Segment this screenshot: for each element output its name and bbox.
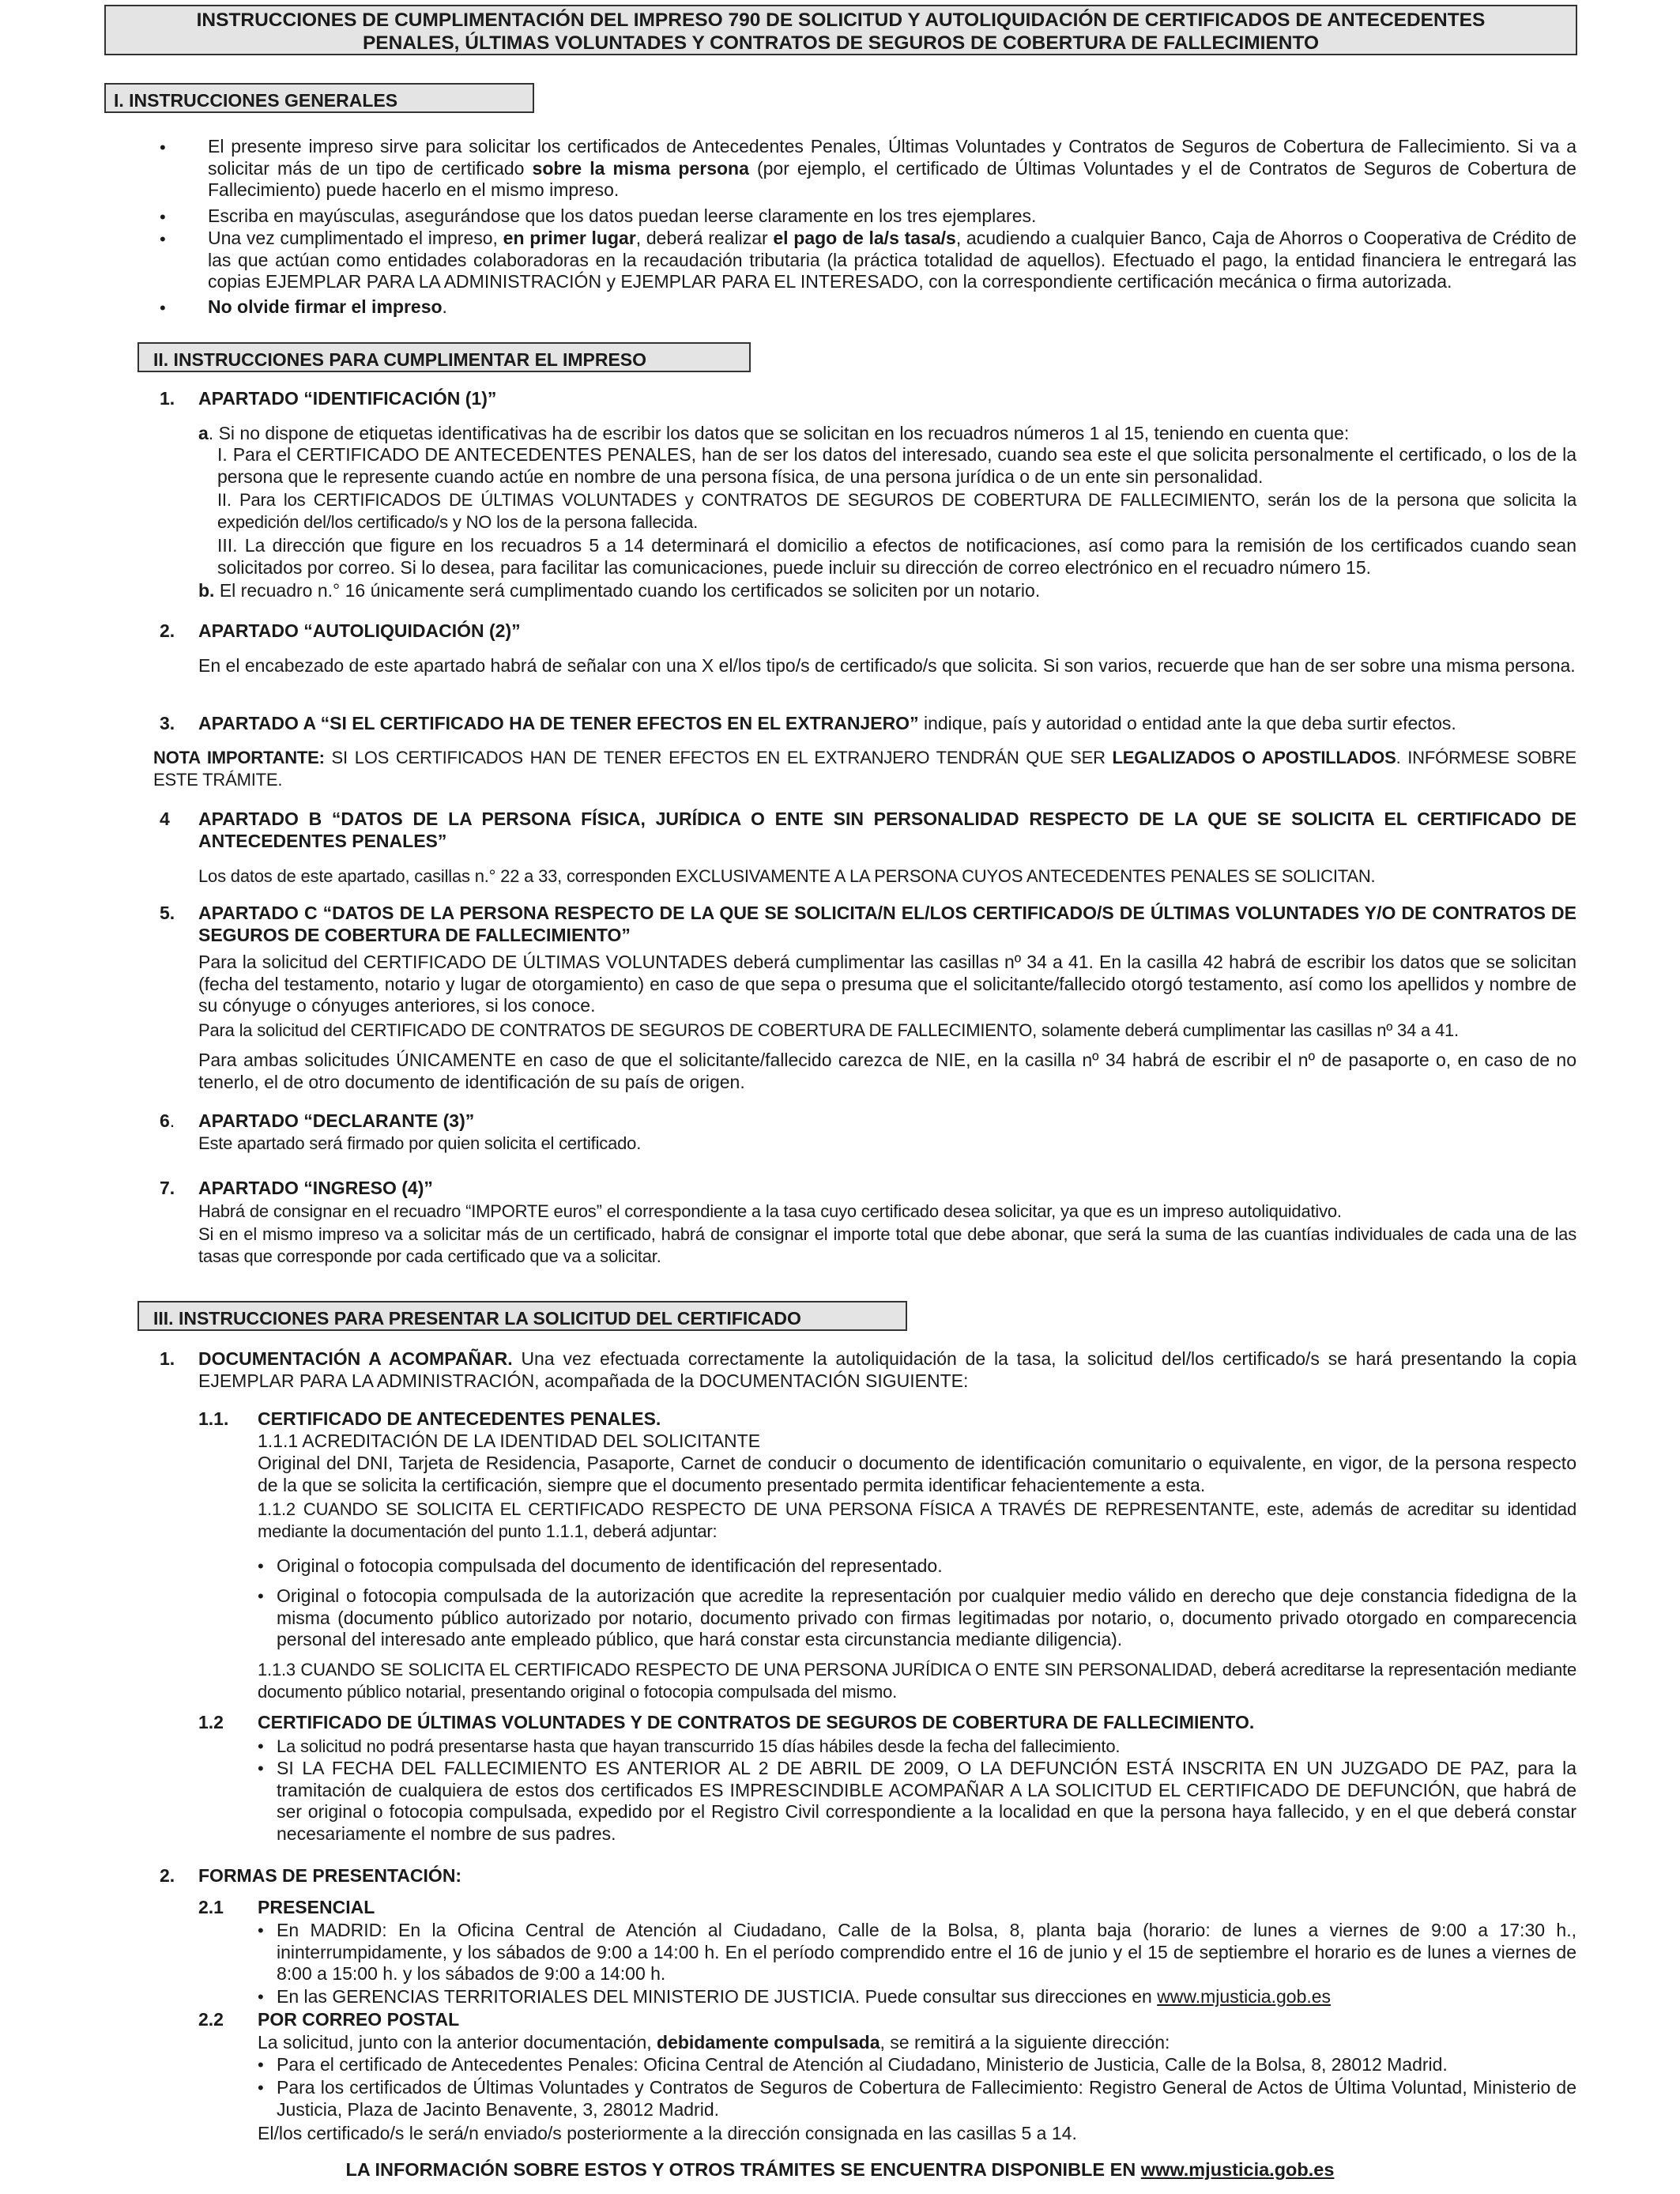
s113-text: 1.1.3 CUANDO SE SOLICITA EL CERTIFICADO RESPECTO DE UNA PERSONA JURÍDICA O ENTE SIN PERSONALIDAD, deberá acreditarse la representación mediante documento público notarial, presentando original o fotocopia compulsada del mismo. xyxy=(258,1660,1576,1702)
bullet-icon: • xyxy=(258,2078,264,2098)
item-1a-ii: II. Para los CERTIFICADOS DE ÚLTIMAS VOLUNTADES y CONTRATOS DE SEGUROS DE COBERTURA DE FALLECIMIENTO, serán los de la persona que solicita la expedición del/los certificado/s y NO los de la persona fallecida. xyxy=(217,490,1576,532)
item-3-number: 3. xyxy=(160,713,175,733)
bullet-icon: • xyxy=(160,138,166,157)
bullet-icon: • xyxy=(258,1987,264,2007)
p22-number: 2.2 xyxy=(198,2009,224,2030)
s112-bullet-2: Original o fotocopia compulsada de la autorización que acredite la representación por cualquier medio válido en derecho que deje constancia fidedigna de la misma (documento público autorizado por notario, documento privado con firmas legitimadas por notario, o, documento privado otorgado en comparecencia personal del interesado ante empleado público, que hará constar esta circunstancia mediante diligencia). xyxy=(277,1585,1576,1649)
bullet-icon: • xyxy=(258,1736,264,1756)
general-instruction-1: El presente impreso sirve para solicitar los certificados de Antecedentes Penales, Últimas Voluntades y Contratos de Seguros de Cobertura de Fallecimiento. Si va a solicitar más de un tipo de certificado sobre la misma persona (por ejemplo, el certificado de Últimas Voluntades y el de Contratos de Seguros de Cobertura de Fallecimiento) puede hacerlo en el mismo impreso. xyxy=(208,136,1576,200)
footer-link[interactable]: www.mjusticia.gob.es xyxy=(1140,2159,1335,2180)
section-2-heading xyxy=(137,342,751,372)
section-3-title: III. INSTRUCCIONES PARA PRESENTAR LA SOLICITUD DEL CERTIFICADO xyxy=(153,1308,801,1329)
p21-title: PRESENCIAL xyxy=(258,1897,375,1917)
s12-number: 1.2 xyxy=(198,1712,224,1732)
section-1-heading xyxy=(104,83,534,113)
item-7-p2: Si en el mismo impreso va a solicitar más de un certificado, habrá de consignar el importe total que debe abonar, que será la suma de las cuantías individuales de cada una de las tasas que corresponde por cada certificado que va a solicitar. xyxy=(198,1224,1576,1266)
item-5-p2: Para la solicitud del CERTIFICADO DE CONTRATOS DE SEGUROS DE COBERTURA DE FALLECIMIENTO, solamente deberá cumplimentar las casillas nº 34 a 41. xyxy=(198,1020,1459,1040)
item-1-number: 1. xyxy=(160,388,175,409)
item-5-number: 5. xyxy=(160,903,175,923)
item-7-title: APARTADO “INGRESO (4)” xyxy=(198,1178,433,1198)
s12-bullet-2: SI LA FECHA DEL FALLECIMIENTO ES ANTERIOR AL 2 DE ABRIL DE 2009, O LA DEFUNCIÓN ESTÁ INSCRITA EN UN JUZGADO DE PAZ, para la tramitación de cualquiera de estos dos certificados ES IMPRESCINDIBLE ACOMPAÑAR A LA SOLICITUD EL CERTIFICADO DE DEFUNCIÓN, que habrá de ser original o fotocopia compulsada, expedido por el Registro Civil correspondiente a la localidad en que la persona haya fallecido, y en el que deberá constar necesariamente el nombre de sus padres. xyxy=(277,1758,1576,1844)
s12-bullet-1: La solicitud no podrá presentarse hasta que hayan transcurrido 15 días hábiles desde la fecha del fallecimiento. xyxy=(277,1736,1121,1756)
item-1b: b. El recuadro n.° 16 únicamente será cumplimentado cuando los certificados se soliciten por un notario. xyxy=(198,580,1041,601)
bullet-icon: • xyxy=(258,2055,264,2075)
section-3-heading xyxy=(137,1301,907,1331)
s11-title: CERTIFICADO DE ANTECEDENTES PENALES. xyxy=(258,1408,661,1429)
item-5-p3: Para ambas solicitudes ÚNICAMENTE en caso de que el solicitante/fallecido carezca de NIE, en la casilla nº 34 habrá de escribir el nº de pasaporte o, en caso de no tenerlo, el de otro documento de identificación de su país de origen. xyxy=(198,1050,1576,1092)
s111-text: Original del DNI, Tarjeta de Residencia, Pasaporte, Carnet de conducir o documento de identificación comunitario o equivalente, en vigor, de la persona respecto de la que se solicita la certificación, siempre que el documento presentado permita identificar fehacientemente a esta. xyxy=(258,1453,1576,1495)
s12-title: CERTIFICADO DE ÚLTIMAS VOLUNTADES Y DE CONTRATOS DE SEGUROS DE COBERTURA DE FALLECIMIENTO. xyxy=(258,1712,1255,1732)
item-6-number: 6. xyxy=(160,1110,175,1131)
p22-intro: La solicitud, junto con la anterior documentación, debidamente compulsada, se remitirá a la siguiente dirección: xyxy=(258,2032,1170,2053)
bullet-icon: • xyxy=(160,229,166,249)
section-2-title: II. INSTRUCCIONES PARA CUMPLIMENTAR EL IMPRESO xyxy=(153,349,647,370)
forms-title: FORMAS DE PRESENTACIÓN: xyxy=(198,1865,462,1886)
bullet-icon: • xyxy=(160,207,166,227)
item-1-title: APARTADO “IDENTIFICACIÓN (1)” xyxy=(198,388,497,409)
s11-number: 1.1. xyxy=(198,1408,229,1429)
bullet-icon: • xyxy=(258,1586,264,1606)
item-5-p1: Para la solicitud del CERTIFICADO DE ÚLTIMAS VOLUNTADES deberá cumplimentar las casillas nº 34 a 41. En la casilla 42 habrá de escribir los datos que se solicitan (fecha del testamento, notario y lugar de otorgamiento) en caso de que sepa o presuma que el solicitante/fallecido otorgó testamento, así como los apellidos y nombre de su cónyuge o cónyuges anteriores, si los conoce. xyxy=(198,952,1576,1016)
item-2-number: 2. xyxy=(160,620,175,641)
item-2-text: En el encabezado de este apartado habrá de señalar con una X el/los tipo/s de certificado/s que solicita. Si son varios, recuerde que han de ser sobre una misma persona. xyxy=(198,655,1576,676)
footer-note: LA INFORMACIÓN SOBRE ESTOS Y OTROS TRÁMITES SE ENCUENTRA DISPONIBLE EN www.mjusticia.gob.es xyxy=(345,2159,1335,2180)
section-1-title: I. INSTRUCCIONES GENERALES xyxy=(114,90,398,111)
bullet-icon: • xyxy=(160,298,166,318)
s112-heading: 1.1.2 CUANDO SE SOLICITA EL CERTIFICADO RESPECTO DE UNA PERSONA FÍSICA A TRAVÉS DE REPRESENTANTE, este, además de acreditar su identidad mediante la documentación del punto 1.1.1, deberá adjuntar: xyxy=(258,1499,1576,1541)
item-1a-iii: III. La dirección que figure en los recuadros 5 a 14 determinará el domicilio a efectos de notificaciones, así como para la remisión de los certificados cuando sean solicitados por correo. Si lo desea, para facilitar las comunicaciones, puede incluir su dirección de correo electrónico en el recuadro número 15. xyxy=(217,535,1576,578)
s112-bullet-1: Original o fotocopia compulsada del documento de identificación del representado. xyxy=(277,1555,943,1576)
item-7-p1: Habrá de consignar en el recuadro “IMPORTE euros” el correspondiente a la tasa cuyo certificado desea solicitar, ya que es un impreso autoliquidativo. xyxy=(198,1201,1342,1221)
mjusticia-link[interactable]: www.mjusticia.gob.es xyxy=(1157,1986,1332,2007)
item-3: APARTADO A “SI EL CERTIFICADO HA DE TENER EFECTOS EN EL EXTRANJERO” indique, país y autoridad o entidad ante la que deba surtir efectos. xyxy=(198,713,1456,733)
bullet-icon: • xyxy=(258,1759,264,1778)
item-6-title: APARTADO “DECLARANTE (3)” xyxy=(198,1110,475,1131)
p22-title: POR CORREO POSTAL xyxy=(258,2009,460,2030)
p22-closing: El/los certificado/s le será/n enviado/s posteriormente a la dirección consignada en las casillas 5 a 14. xyxy=(258,2123,1077,2143)
document-title xyxy=(104,5,1577,55)
important-note: NOTA IMPORTANTE: SI LOS CERTIFICADOS HAN DE TENER EFECTOS EN EL EXTRANJERO TENDRÁN QUE SER LEGALIZADOS O APOSTILLADOS. INFÓRMESE SOBRE ESTE TRÁMITE. xyxy=(153,748,1577,790)
p21-number: 2.1 xyxy=(198,1897,224,1917)
p21-bullet-1: En MADRID: En la Oficina Central de Atención al Ciudadano, Calle de la Bolsa, 8, planta baja (horario: de lunes a viernes de 9:00 a 17:30 h., ininterrumpidamente, y los sábados de 9:00 a 14:00 h. En el período comprendido entre el 16 de junio y el 15 de septiembre el horario es de lunes a viernes de 8:00 a 15:00 h. y los sábados de 9:00 a 14:00 h. xyxy=(277,1920,1576,1984)
general-instruction-3: Una vez cumplimentado el impreso, en primer lugar, deberá realizar el pago de la/s tasa/s, acudiendo a cualquier Banco, Caja de Ahorros o Cooperativa de Crédito de las que actúan como entidades colaboradoras en la recaudación tributaria (la práctica totalidad de aquellos). Efectuado el pago, la entidad financiera le entregará las copias EJEMPLAR PARA LA ADMINISTRACIÓN y EJEMPLAR PARA EL INTERESADO, con la correspondiente certificación mecánica o firma autorizada. xyxy=(208,228,1577,292)
item-7-number: 7. xyxy=(160,1178,175,1198)
title-line-1: INSTRUCCIONES DE CUMPLIMENTACIÓN DEL IMPRESO 790 DE SOLICITUD Y AUTOLIQUIDACIÓN DE CERTIFICADOS DE ANTECEDENTES xyxy=(196,9,1486,31)
p22-bullet-2: Para los certificados de Últimas Voluntades y Contratos de Seguros de Cobertura de Fallecimiento: Registro General de Actos de Última Voluntad, Ministerio de Justicia, Plaza de Jacinto Benavente, 3, 28012 Madrid. xyxy=(277,2077,1576,2120)
item-1a: a. Si no dispone de etiquetas identificativas ha de escribir los datos que se solicitan en los recuadros números 1 al 15, teniendo en cuenta que: xyxy=(198,423,1350,443)
documentation-paragraph: DOCUMENTACIÓN A ACOMPAÑAR. Una vez efectuada correctamente la autoliquidación de la tasa, la solicitud del/los certificado/s se hará presentando la copia EJEMPLAR PARA LA ADMINISTRACIÓN, acompañada de la DOCUMENTACIÓN SIGUIENTE: xyxy=(198,1348,1576,1391)
bullet-icon: • xyxy=(258,1556,264,1576)
item-5-title: APARTADO C “DATOS DE LA PERSONA RESPECTO DE LA QUE SE SOLICITA/N EL/LOS CERTIFICADO/S DE ÚLTIMAS VOLUNTADES Y/O DE CONTRATOS DE SEGUROS DE COBERTURA DE FALLECIMIENTO” xyxy=(198,903,1576,945)
item-4-text: Los datos de este apartado, casillas n.° 22 a 33, corresponden EXCLUSIVAMENTE A LA PERSONA CUYOS ANTECEDENTES PENALES SE SOLICITAN. xyxy=(198,866,1376,886)
p22-bullet-1: Para el certificado de Antecedentes Penales: Oficina Central de Atención al Ciudadano, Ministerio de Justicia, Calle de la Bolsa, 8, 28012 Madrid. xyxy=(277,2054,1448,2075)
general-instruction-2: Escriba en mayúsculas, asegurándose que los datos puedan leerse claramente en los tres ejemplares. xyxy=(208,205,1037,226)
item-4-title: APARTADO B “DATOS DE LA PERSONA FÍSICA, JURÍDICA O ENTE SIN PERSONALIDAD RESPECTO DE LA QUE SE SOLICITA EL CERTIFICADO DE ANTECEDENTES PENALES” xyxy=(198,809,1576,851)
title-line-2: PENALES, ÚLTIMAS VOLUNTADES Y CONTRATOS DE SEGUROS DE COBERTURA DE FALLECIMIENTO xyxy=(362,32,1320,54)
item-1a-i: I. Para el CERTIFICADO DE ANTECEDENTES PENALES, han de ser los datos del interesado, cuando sea este el que solicita personalmente el certificado, o los de la persona que le represente cuando actúe en nombre de una persona física, de una persona jurídica o de un ente sin personalidad. xyxy=(217,444,1576,487)
item-6-text: Este apartado será firmado por quien solicita el certificado. xyxy=(198,1133,642,1153)
bullet-icon: • xyxy=(258,1921,264,1940)
general-instruction-4: No olvide firmar el impreso. xyxy=(208,296,447,317)
forms-number: 2. xyxy=(160,1865,175,1886)
p21-bullet-2: En las GERENCIAS TERRITORIALES DEL MINISTERIO DE JUSTICIA. Puede consultar sus direcciones en www.mjusticia.gob.es xyxy=(277,1986,1332,2007)
doc-number: 1. xyxy=(160,1348,175,1369)
s111-heading: 1.1.1 ACREDITACIÓN DE LA IDENTIDAD DEL SOLICITANTE xyxy=(258,1431,761,1451)
item-2-title: APARTADO “AUTOLIQUIDACIÓN (2)” xyxy=(198,620,521,641)
item-4-number: 4 xyxy=(160,809,170,829)
